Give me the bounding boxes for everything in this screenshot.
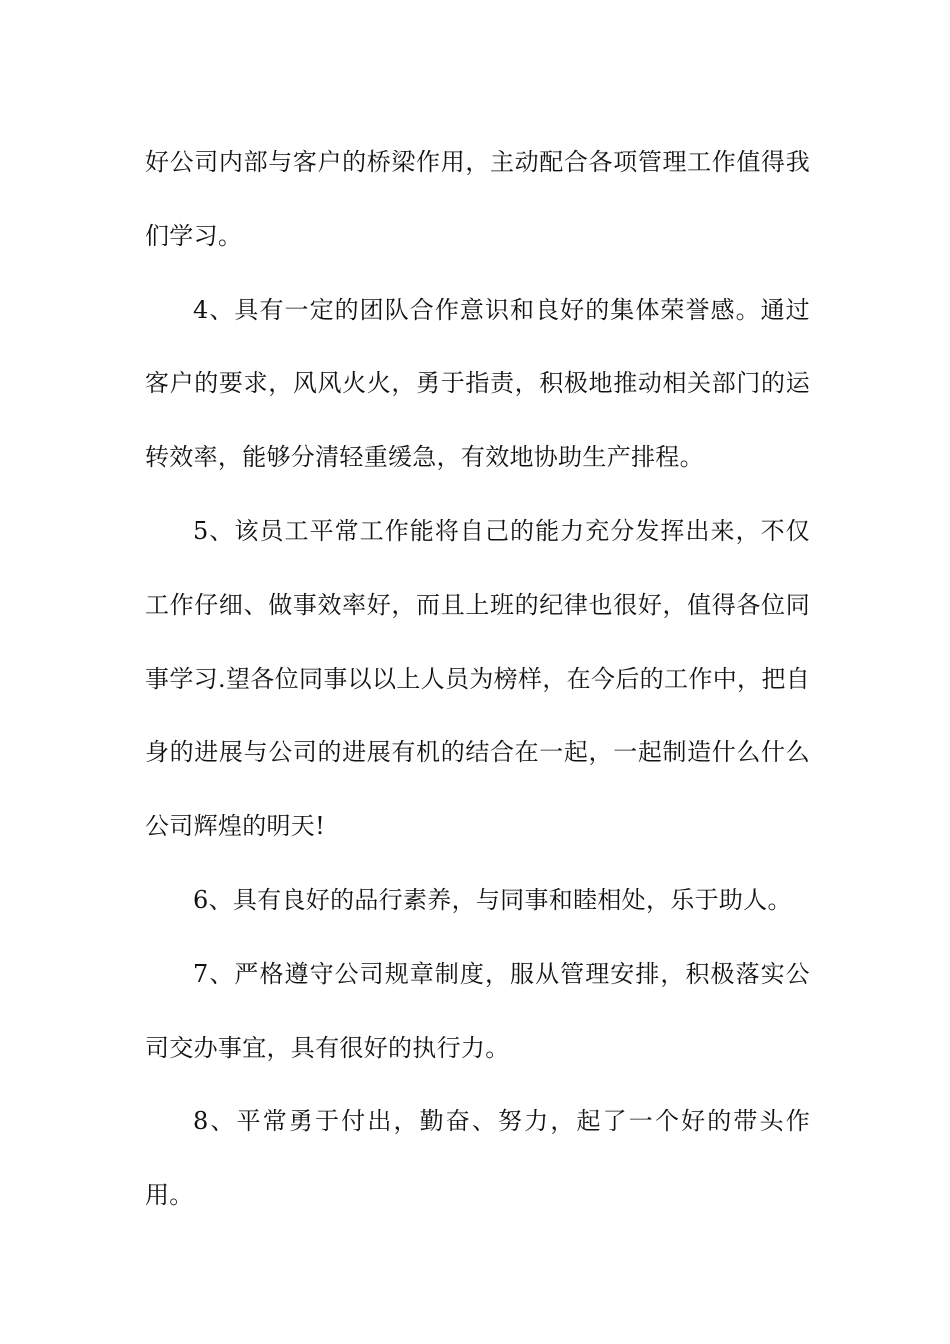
paragraph-item-4: 4、具有一定的团队合作意识和良好的集体荣誉感。通过客户的要求，风风火火，勇于指责，积极地推动相关部门的运转效率，能够分清轻重缓急，有效地协助生产排程。 xyxy=(145,295,810,472)
paragraph-item-8: 8、平常勇于付出，勤奋、努力，起了一个好的带头作用。 xyxy=(145,1107,810,1210)
paragraph-item-7: 7、严格遵守公司规章制度，服从管理安排，积极落实公司交办事宜，具有很好的执行力。 xyxy=(145,959,810,1062)
paragraph-continuation: 好公司内部与客户的桥梁作用，主动配合各项管理工作值得我们学习。 xyxy=(145,148,810,250)
paragraph-item-5: 5、该员工平常工作能将自己的能力充分发挥出来，不仅工作仔细、做事效率好，而且上班的纪律也很好，值得各位同事学习.望各位同事以以上人员为榜样，在今后的工作中，把自身的进展与公司的进展有机的结合在一起，一起制造什么什么公司辉煌的明天! xyxy=(145,516,810,841)
paragraph-item-6: 6、具有良好的品行素养，与同事和睦相处，乐于助人。 xyxy=(193,885,792,914)
document-body xyxy=(145,126,810,1233)
